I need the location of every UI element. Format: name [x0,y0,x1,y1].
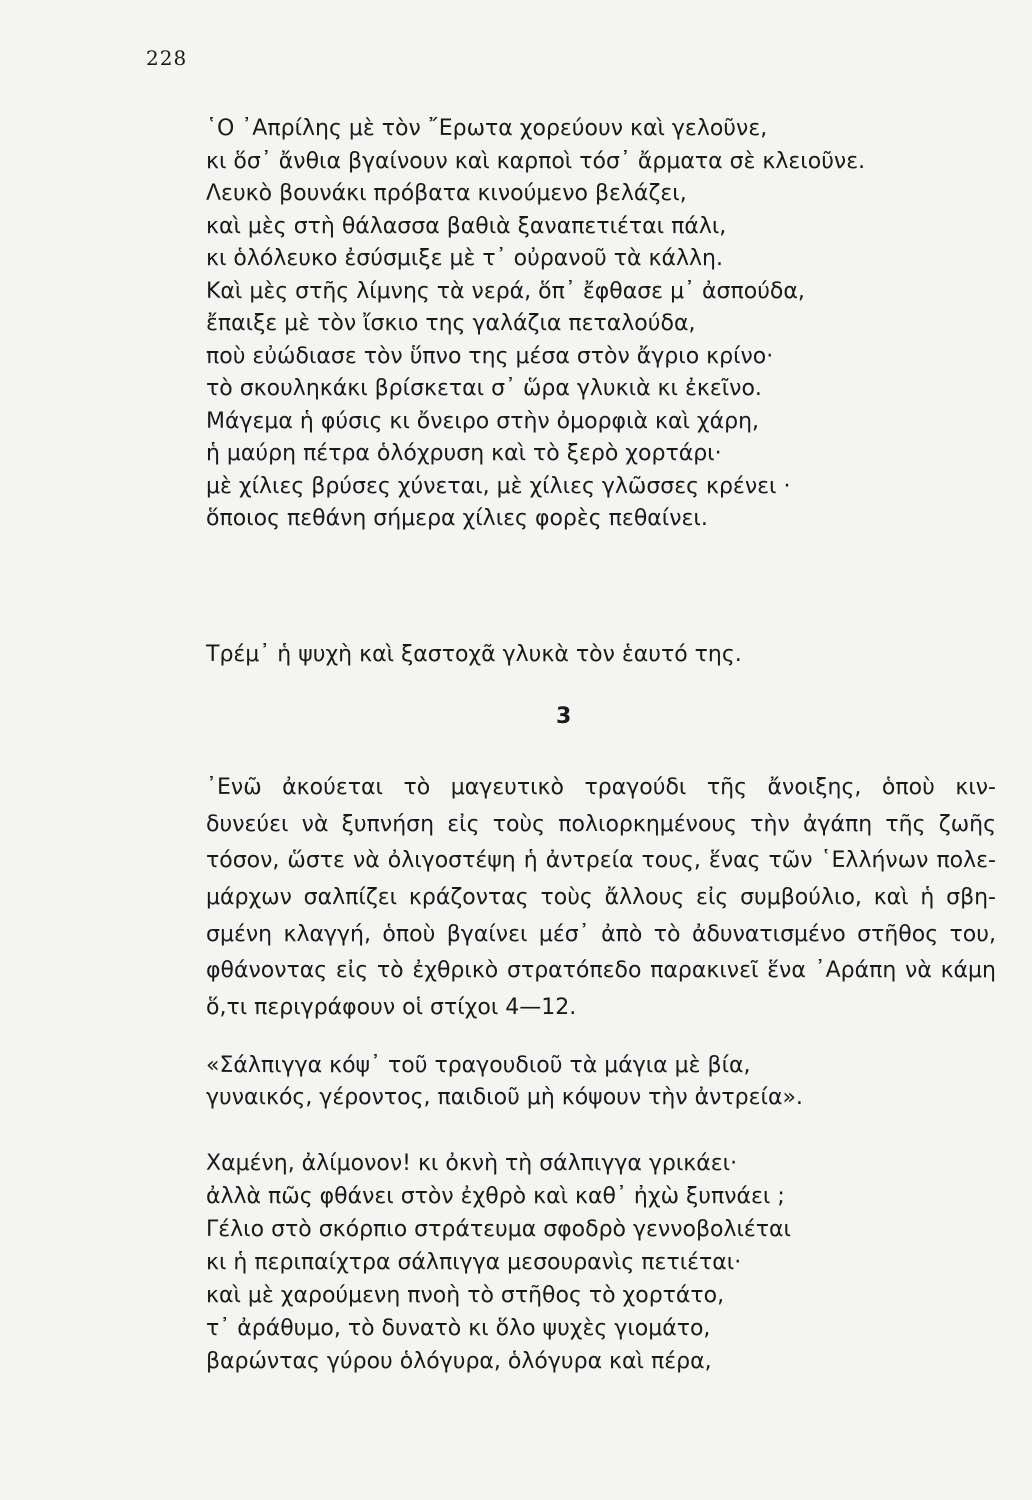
poem-stanza-top [206,113,865,536]
quoted-verse [206,1050,803,1114]
verse-line: Λευκὸ βουνάκι πρόβατα κινούμενο βελάζει, [206,181,687,206]
poem-stanza-bottom [206,1147,791,1378]
verse-line: γυναικός, γέροντος, παιδιοῦ μὴ κόψουν τὴν ἀντρεία». [206,1085,803,1110]
verse-line: ποὺ εὐώδιασε τὸν ὕπνο της μέσα στὸν ἄγριο κρίνο· [206,343,774,369]
verse-line: τ᾿ ἀράθυμο, τὸ δυνατὸ κι ὅλο ψυχὲς γιομάτο, [206,1316,711,1341]
prose-paragraph [206,770,996,1027]
verse-line: Μάγεμα ἡ φύσις κι ὄνειρο στὴν ὀμορφιὰ καὶ χάρη, [206,408,760,434]
prose-line: μάρχων σαλπίζει κράζοντας τοὺς ἄλλους εἰς συμβούλιο, καὶ ἡ σβη- [206,885,996,911]
prose-line: δυνεύει νὰ ξυπνήση εἰς τοὺς πολιορκημένους τὴν ἀγάπη τῆς ζωῆς [206,811,996,837]
verse-line: «Σάλπιγγα κόψ᾿ τοῦ τραγουδιοῦ τὰ μάγια μὲ βία, [206,1053,751,1078]
section-number: 3 [556,704,572,729]
verse-line: κι ὁλόλευκο ἐσύσμιξε μὲ τ᾿ οὐρανοῦ τὰ κάλλη. [206,246,723,271]
verse-line: Χαμένη, ἀλίμονον! κι ὀκνὴ τὴ σάλπιγγα γρικάει· [206,1151,738,1176]
verse-line: βαρώντας γύρου ὁλόγυρα, ὁλόγυρα καὶ πέρα, [206,1349,712,1374]
verse-line: κι ὅσ᾿ ἄνθια βγαίνουν καὶ καρποὶ τόσ᾿ ἄρματα σὲ κλειοῦνε. [206,148,866,174]
verse-line: μὲ χίλιες βρύσες χύνεται, μὲ χίλιες γλῶσσες κρένει · [206,473,791,499]
prose-line: σμένη κλαγγή, ὁποὺ βγαίνει μέσ᾿ ἀπὸ τὸ ἀδυνατισμένο στῆθος του, [206,921,996,947]
prose-line: φθάνοντας εἰς τὸ ἐχθρικὸ στρατόπεδο παρακινεῖ ἕνα ᾿Αράπη νὰ κάμη [206,958,996,984]
prose-line: ᾿Ενῶ ἀκούεται τὸ μαγευτικὸ τραγούδι τῆς ἄνοιξης, ὁποὺ κιν- [206,775,996,800]
verse-line: ῾Ο ᾿Απρίλης μὲ τὸν ῎Ερωτα χορεύουν καὶ γελοῦνε, [206,116,768,141]
verse-line: καὶ μὲς στὴ θάλασσα βαθιὰ ξαναπετιέται πάλι, [206,213,727,239]
standalone-verse: Τρέμ᾿ ἡ ψυχὴ καὶ ξαστοχᾶ γλυκὰ τὸν ἑαυτό της. [206,642,742,667]
verse-line: Γέλιο στὸ σκόρπιο στράτευμα σφοδρὸ γεννοβολιέται [206,1217,791,1242]
prose-line: τόσον, ὥστε νὰ ὀλιγοστέψη ἡ ἀντρεία τους, ἕνας τῶν ῾Ελλήνων πολε- [206,848,996,874]
page-number: 228 [146,46,188,70]
verse-line: καὶ μὲ χαρούμενη πνοὴ τὸ στῆθος τὸ χορτάτο, [206,1283,725,1308]
verse-line: Καὶ μὲς στῆς λίμνης τὰ νερά, ὅπ᾿ ἔφθασε μ᾿ ἀσπούδα, [206,278,805,304]
verse-line: ἡ μαύρη πέτρα ὁλόχρυση καὶ τὸ ξερὸ χορτάρι· [206,441,722,466]
verse-line: τὸ σκουληκάκι βρίσκεται σ᾿ ὥρα γλυκιὰ κι ἐκεῖνο. [206,376,762,401]
verse-line: κι ἡ περιπαίχτρα σάλπιγγα μεσουρανὶς πετιέται· [206,1250,742,1275]
verse-line: ἀλλὰ πῶς φθάνει στὸν ἐχθρὸ καὶ καθ᾿ ἠχὼ ξυπνάει ; [206,1184,785,1209]
prose-line: ὅ,τι περιγράφουν οἱ στίχοι 4—12. [206,995,577,1021]
verse-line: ὅποιος πεθάνη σήμερα χίλιες φορὲς πεθαίνει. [206,506,708,531]
verse-line: ἔπαιξε μὲ τὸν ἴσκιο της γαλάζια πεταλούδα, [206,311,696,336]
